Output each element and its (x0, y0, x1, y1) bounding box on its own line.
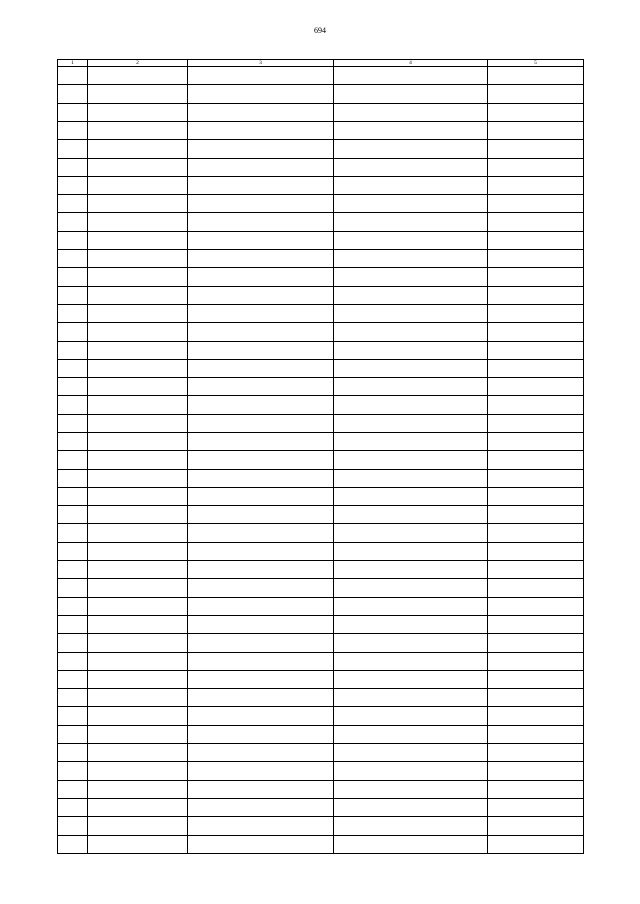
period-cell (488, 341, 584, 359)
row-number-cell (58, 487, 88, 505)
district-cell (88, 469, 188, 487)
row-number-cell (58, 213, 88, 231)
address-cell (188, 341, 334, 359)
table-row (58, 579, 584, 597)
table-row (58, 469, 584, 487)
repair-type-cell (334, 85, 488, 103)
repair-type-cell (334, 158, 488, 176)
period-cell (488, 140, 584, 158)
address-cell (188, 652, 334, 670)
table-row (58, 268, 584, 286)
table-row (58, 140, 584, 158)
repair-type-cell (334, 67, 488, 85)
repair-type-cell (334, 469, 488, 487)
period-cell (488, 121, 584, 139)
table-row (58, 414, 584, 432)
table-row (58, 341, 584, 359)
address-cell (188, 725, 334, 743)
table-row (58, 670, 584, 688)
address-cell (188, 67, 334, 85)
repair-type-cell (334, 231, 488, 249)
column-number: 3 (188, 60, 334, 67)
page-number: 694 (314, 26, 326, 35)
repair-type-cell (334, 341, 488, 359)
district-cell (88, 487, 188, 505)
period-cell (488, 615, 584, 633)
period-cell (488, 744, 584, 762)
period-cell (488, 487, 584, 505)
period-cell (488, 432, 584, 450)
address-cell (188, 744, 334, 762)
period-cell (488, 670, 584, 688)
address-cell (188, 85, 334, 103)
address-cell (188, 707, 334, 725)
district-cell (88, 158, 188, 176)
district-cell (88, 359, 188, 377)
address-cell (188, 670, 334, 688)
period-cell (488, 103, 584, 121)
row-number-cell (58, 323, 88, 341)
address-cell (188, 176, 334, 194)
district-cell (88, 780, 188, 798)
district-cell (88, 414, 188, 432)
repair-type-cell (334, 103, 488, 121)
repair-type-cell (334, 286, 488, 304)
address-cell (188, 213, 334, 231)
table-row (58, 213, 584, 231)
repair-type-cell (334, 561, 488, 579)
row-number-cell (58, 67, 88, 85)
period-cell (488, 451, 584, 469)
table-body (58, 67, 584, 854)
district-cell (88, 176, 188, 194)
table-row (58, 286, 584, 304)
repair-type-cell (334, 213, 488, 231)
column-number: 2 (88, 60, 188, 67)
period-cell (488, 707, 584, 725)
repair-type-cell (334, 725, 488, 743)
row-number-cell (58, 579, 88, 597)
period-cell (488, 378, 584, 396)
repair-type-cell (334, 780, 488, 798)
address-cell (188, 615, 334, 633)
district-cell (88, 744, 188, 762)
repair-type-cell (334, 689, 488, 707)
repair-type-cell (334, 634, 488, 652)
district-cell (88, 341, 188, 359)
district-cell (88, 140, 188, 158)
district-cell (88, 213, 188, 231)
table-row (58, 85, 584, 103)
district-cell (88, 231, 188, 249)
row-number-cell (58, 615, 88, 633)
period-cell (488, 652, 584, 670)
district-cell (88, 634, 188, 652)
repair-type-cell (334, 414, 488, 432)
address-cell (188, 158, 334, 176)
address-cell (188, 469, 334, 487)
row-number-cell (58, 396, 88, 414)
repair-type-cell (334, 744, 488, 762)
district-cell (88, 670, 188, 688)
repair-type-cell (334, 323, 488, 341)
table-row (58, 707, 584, 725)
period-cell (488, 780, 584, 798)
address-cell (188, 378, 334, 396)
row-number-cell (58, 195, 88, 213)
district-cell (88, 817, 188, 835)
row-number-cell (58, 652, 88, 670)
district-cell (88, 85, 188, 103)
column-number: 1 (58, 60, 88, 67)
row-number-cell (58, 268, 88, 286)
repair-type-cell (334, 268, 488, 286)
row-number-cell (58, 524, 88, 542)
period-cell (488, 506, 584, 524)
repair-type-cell (334, 176, 488, 194)
address-cell (188, 597, 334, 615)
table-row (58, 396, 584, 414)
table-row (58, 506, 584, 524)
address-cell (188, 451, 334, 469)
repair-type-cell (334, 579, 488, 597)
district-cell (88, 524, 188, 542)
table-row (58, 158, 584, 176)
period-cell (488, 158, 584, 176)
row-number-cell (58, 85, 88, 103)
repair-type-cell (334, 817, 488, 835)
repair-type-cell (334, 835, 488, 853)
address-cell (188, 323, 334, 341)
table-row (58, 597, 584, 615)
district-cell (88, 652, 188, 670)
period-cell (488, 85, 584, 103)
repair-type-cell (334, 542, 488, 560)
repair-type-cell (334, 121, 488, 139)
row-number-cell (58, 469, 88, 487)
district-cell (88, 707, 188, 725)
row-number-cell (58, 634, 88, 652)
repair-type-cell (334, 798, 488, 816)
address-cell (188, 359, 334, 377)
period-cell (488, 597, 584, 615)
row-number-cell (58, 176, 88, 194)
row-number-cell (58, 414, 88, 432)
district-cell (88, 579, 188, 597)
row-number-cell (58, 762, 88, 780)
table-row (58, 121, 584, 139)
table-row (58, 250, 584, 268)
period-cell (488, 286, 584, 304)
table-row (58, 359, 584, 377)
address-cell (188, 103, 334, 121)
district-cell (88, 67, 188, 85)
repair-type-cell (334, 396, 488, 414)
period-cell (488, 396, 584, 414)
period-cell (488, 195, 584, 213)
row-number-cell (58, 158, 88, 176)
address-cell (188, 195, 334, 213)
address-cell (188, 798, 334, 816)
table-row (58, 780, 584, 798)
district-cell (88, 597, 188, 615)
table-row (58, 561, 584, 579)
row-number-cell (58, 121, 88, 139)
address-cell (188, 780, 334, 798)
district-cell (88, 542, 188, 560)
repair-type-cell (334, 670, 488, 688)
district-cell (88, 250, 188, 268)
table-row (58, 103, 584, 121)
table-row (58, 542, 584, 560)
period-cell (488, 176, 584, 194)
repair-type-cell (334, 304, 488, 322)
period-cell (488, 213, 584, 231)
district-cell (88, 506, 188, 524)
district-cell (88, 451, 188, 469)
period-cell (488, 689, 584, 707)
address-cell (188, 561, 334, 579)
period-cell (488, 835, 584, 853)
period-cell (488, 414, 584, 432)
table-row (58, 487, 584, 505)
district-cell (88, 323, 188, 341)
repair-type-cell (334, 652, 488, 670)
period-cell (488, 250, 584, 268)
address-cell (188, 268, 334, 286)
address-cell (188, 250, 334, 268)
repair-type-cell (334, 707, 488, 725)
address-cell (188, 396, 334, 414)
period-cell (488, 579, 584, 597)
row-number-cell (58, 432, 88, 450)
column-number-row (58, 60, 584, 67)
period-cell (488, 231, 584, 249)
column-number: 4 (334, 60, 488, 67)
row-number-cell (58, 378, 88, 396)
table-row (58, 835, 584, 853)
row-number-cell (58, 506, 88, 524)
repair-type-cell (334, 451, 488, 469)
address-cell (188, 506, 334, 524)
table-row (58, 378, 584, 396)
address-cell (188, 817, 334, 835)
row-number-cell (58, 542, 88, 560)
row-number-cell (58, 725, 88, 743)
table-row (58, 725, 584, 743)
repair-type-cell (334, 524, 488, 542)
address-cell (188, 524, 334, 542)
table-row (58, 689, 584, 707)
table-row (58, 652, 584, 670)
period-cell (488, 268, 584, 286)
period-cell (488, 561, 584, 579)
row-number-cell (58, 304, 88, 322)
repair-type-cell (334, 140, 488, 158)
district-cell (88, 725, 188, 743)
address-cell (188, 140, 334, 158)
table-row (58, 634, 584, 652)
district-cell (88, 378, 188, 396)
period-cell (488, 67, 584, 85)
repair-type-cell (334, 195, 488, 213)
period-cell (488, 469, 584, 487)
repair-type-cell (334, 250, 488, 268)
address-cell (188, 286, 334, 304)
table-row (58, 176, 584, 194)
table-row (58, 304, 584, 322)
address-cell (188, 304, 334, 322)
address-cell (188, 414, 334, 432)
district-cell (88, 835, 188, 853)
row-number-cell (58, 341, 88, 359)
table-row (58, 524, 584, 542)
row-number-cell (58, 597, 88, 615)
row-number-cell (58, 561, 88, 579)
repair-type-cell (334, 597, 488, 615)
address-cell (188, 432, 334, 450)
row-number-cell (58, 140, 88, 158)
address-cell (188, 487, 334, 505)
period-cell (488, 817, 584, 835)
row-number-cell (58, 689, 88, 707)
row-number-cell (58, 707, 88, 725)
table-row (58, 762, 584, 780)
repair-schedule-table (57, 59, 584, 854)
district-cell (88, 432, 188, 450)
district-cell (88, 798, 188, 816)
address-cell (188, 121, 334, 139)
row-number-cell (58, 817, 88, 835)
repair-type-cell (334, 359, 488, 377)
district-cell (88, 561, 188, 579)
district-cell (88, 121, 188, 139)
district-cell (88, 615, 188, 633)
table-row (58, 817, 584, 835)
address-cell (188, 689, 334, 707)
row-number-cell (58, 451, 88, 469)
period-cell (488, 304, 584, 322)
district-cell (88, 268, 188, 286)
row-number-cell (58, 286, 88, 304)
district-cell (88, 762, 188, 780)
table-row (58, 615, 584, 633)
column-number: 5 (488, 60, 584, 67)
row-number-cell (58, 359, 88, 377)
period-cell (488, 323, 584, 341)
repair-type-cell (334, 378, 488, 396)
table-row (58, 744, 584, 762)
district-cell (88, 195, 188, 213)
district-cell (88, 304, 188, 322)
address-cell (188, 835, 334, 853)
row-number-cell (58, 744, 88, 762)
district-cell (88, 103, 188, 121)
table-row (58, 798, 584, 816)
period-cell (488, 725, 584, 743)
district-cell (88, 689, 188, 707)
row-number-cell (58, 780, 88, 798)
address-cell (188, 542, 334, 560)
table-row (58, 67, 584, 85)
repair-type-cell (334, 487, 488, 505)
table-row (58, 451, 584, 469)
row-number-cell (58, 670, 88, 688)
row-number-cell (58, 798, 88, 816)
address-cell (188, 634, 334, 652)
repair-type-cell (334, 432, 488, 450)
table-row (58, 195, 584, 213)
repair-type-cell (334, 506, 488, 524)
repair-type-cell (334, 762, 488, 780)
repair-type-cell (334, 615, 488, 633)
period-cell (488, 524, 584, 542)
row-number-cell (58, 250, 88, 268)
address-cell (188, 231, 334, 249)
address-cell (188, 762, 334, 780)
district-cell (88, 396, 188, 414)
row-number-cell (58, 835, 88, 853)
table-row (58, 231, 584, 249)
period-cell (488, 634, 584, 652)
table-row (58, 323, 584, 341)
address-cell (188, 579, 334, 597)
period-cell (488, 762, 584, 780)
period-cell (488, 542, 584, 560)
district-cell (88, 286, 188, 304)
table-row (58, 432, 584, 450)
period-cell (488, 359, 584, 377)
period-cell (488, 798, 584, 816)
row-number-cell (58, 231, 88, 249)
row-number-cell (58, 103, 88, 121)
